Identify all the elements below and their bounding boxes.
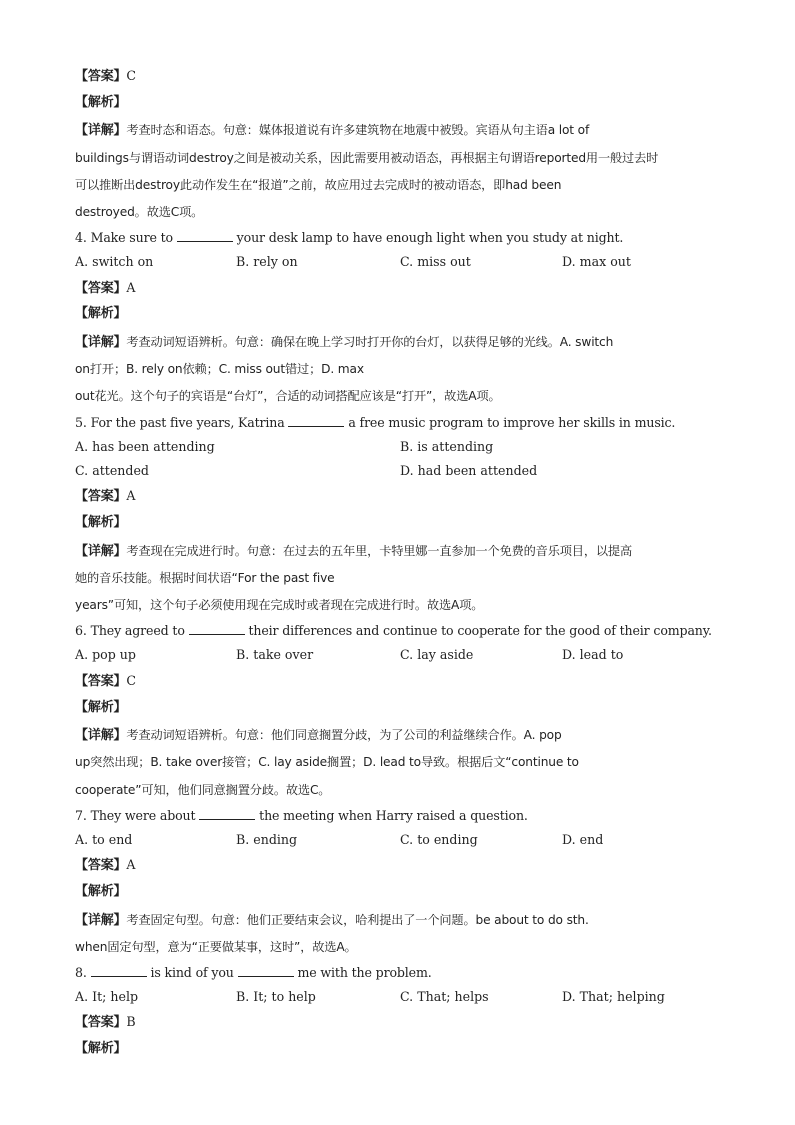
answer-line (75, 857, 135, 874)
answer-label: 【答案】 (75, 1015, 127, 1030)
analysis-label: 【解析】 (75, 700, 127, 715)
detail-line: 【详解】考查时态和语态。句意：媒体报道说有许多建筑物在地震中被毁。宾语从句主语a lot of (75, 123, 590, 138)
answer-value: A (126, 280, 136, 295)
detail-line: destroyed。故选C项。 (75, 205, 204, 219)
option-b: B. take over (236, 647, 314, 662)
answer-value: B (126, 1014, 136, 1029)
answer-value: C (126, 68, 136, 83)
option-a: A. switch on (75, 254, 154, 269)
option-d: D. That; helping (562, 989, 665, 1004)
blank (238, 965, 294, 977)
question-8: 8. is kind of you me with the problem. (75, 965, 432, 980)
question-6: 6. They agreed to their differences and continue to cooperate for the good of their company. (75, 623, 712, 638)
option-d: D. had been attended (400, 463, 538, 478)
option-b: B. is attending (400, 439, 494, 454)
detail-label: 【详解】 (75, 335, 127, 350)
answer-label: 【答案】 (75, 489, 127, 504)
answer-line (75, 280, 135, 297)
blank (177, 230, 233, 242)
answer-label: 【答案】 (75, 281, 127, 296)
answer-value: A (126, 857, 136, 872)
question-4: 4. Make sure to your desk lamp to have enough light when you study at night. (75, 230, 624, 245)
detail-line: 可以推断出destroy此动作发生在“报道”之前，故应用过去完成时的被动语态，即had been (75, 178, 562, 192)
option-c: C. to ending (400, 832, 478, 847)
detail-line: up突然出现；B. take over接管；C. lay aside搁置；D. lead to导致。根据后文“continue to (75, 755, 579, 769)
option-c: C. That; helps (400, 989, 489, 1004)
detail-line: when固定句型，意为“正要做某事，这时”，故选A。 (75, 940, 357, 954)
detail-line: years”可知，这个句子必须使用现在完成时或者现在完成进行时。故选A项。 (75, 598, 484, 612)
detail-line: out花光。这个句子的宾语是“台灯”，合适的动词搭配应该是“打开”，故选A项。 (75, 389, 501, 403)
option-a: A. pop up (75, 647, 136, 662)
detail-label: 【详解】 (75, 123, 127, 138)
answer-line (75, 1014, 136, 1031)
detail-line: 她的音乐技能。根据时间状语“For the past five (75, 571, 335, 585)
option-b: B. rely on (236, 254, 298, 269)
detail-line: buildings与谓语动词destroy之间是被动关系，因此需要用被动语态，再根据主句谓语reported用一般过去时 (75, 151, 659, 165)
option-c: C. miss out (400, 254, 471, 269)
answer-label: 【答案】 (75, 858, 127, 873)
detail-line: 【详解】考查现在完成进行时。句意：在过去的五年里，卡特里娜一直参加一个免费的音乐项目，以提高 (75, 544, 632, 559)
answer-line (75, 673, 136, 690)
option-a: A. to end (75, 832, 133, 847)
analysis-label: 【解析】 (75, 95, 127, 110)
detail-line: on打开；B. rely on依赖；C. miss out错过；D. max (75, 362, 364, 376)
blank (91, 965, 147, 977)
detail-label: 【详解】 (75, 544, 127, 559)
option-c: C. lay aside (400, 647, 474, 662)
blank (189, 623, 245, 635)
option-d: D. lead to (562, 647, 624, 662)
answer-value: A (126, 488, 136, 503)
analysis-label: 【解析】 (75, 1041, 127, 1056)
detail-label: 【详解】 (75, 913, 127, 928)
question-5: 5. For the past five years, Katrina a free music program to improve her skills in music. (75, 415, 676, 430)
blank (288, 415, 344, 427)
option-a: A. has been attending (75, 439, 215, 454)
detail-line: 【详解】考查固定句型。句意：他们正要结束会议，哈利提出了一个问题。be about to do sth. (75, 913, 589, 928)
answer-line (75, 488, 135, 505)
blank (199, 808, 255, 820)
answer-label: 【答案】 (75, 69, 127, 84)
option-b: B. ending (236, 832, 298, 847)
detail-label: 【详解】 (75, 728, 127, 743)
analysis-label: 【解析】 (75, 884, 127, 899)
question-7: 7. They were about the meeting when Harry raised a question. (75, 808, 528, 823)
answer-label: 【答案】 (75, 674, 127, 689)
answer-value: C (126, 673, 136, 688)
option-c: C. attended (75, 463, 149, 478)
detail-line: cooperate”可知，他们同意搁置分歧。故选C。 (75, 783, 331, 797)
option-b: B. It; to help (236, 989, 316, 1004)
detail-line: 【详解】考查动词短语辨析。句意：确保在晚上学习时打开你的台灯，以获得足够的光线。A. switch (75, 335, 614, 350)
option-d: D. max out (562, 254, 631, 269)
option-d: D. end (562, 832, 604, 847)
answer-line (75, 68, 136, 85)
option-a: A. It; help (75, 989, 139, 1004)
detail-line: 【详解】考查动词短语辨析。句意：他们同意搁置分歧，为了公司的利益继续合作。A. pop (75, 728, 562, 743)
analysis-label: 【解析】 (75, 515, 127, 530)
analysis-label: 【解析】 (75, 306, 127, 321)
